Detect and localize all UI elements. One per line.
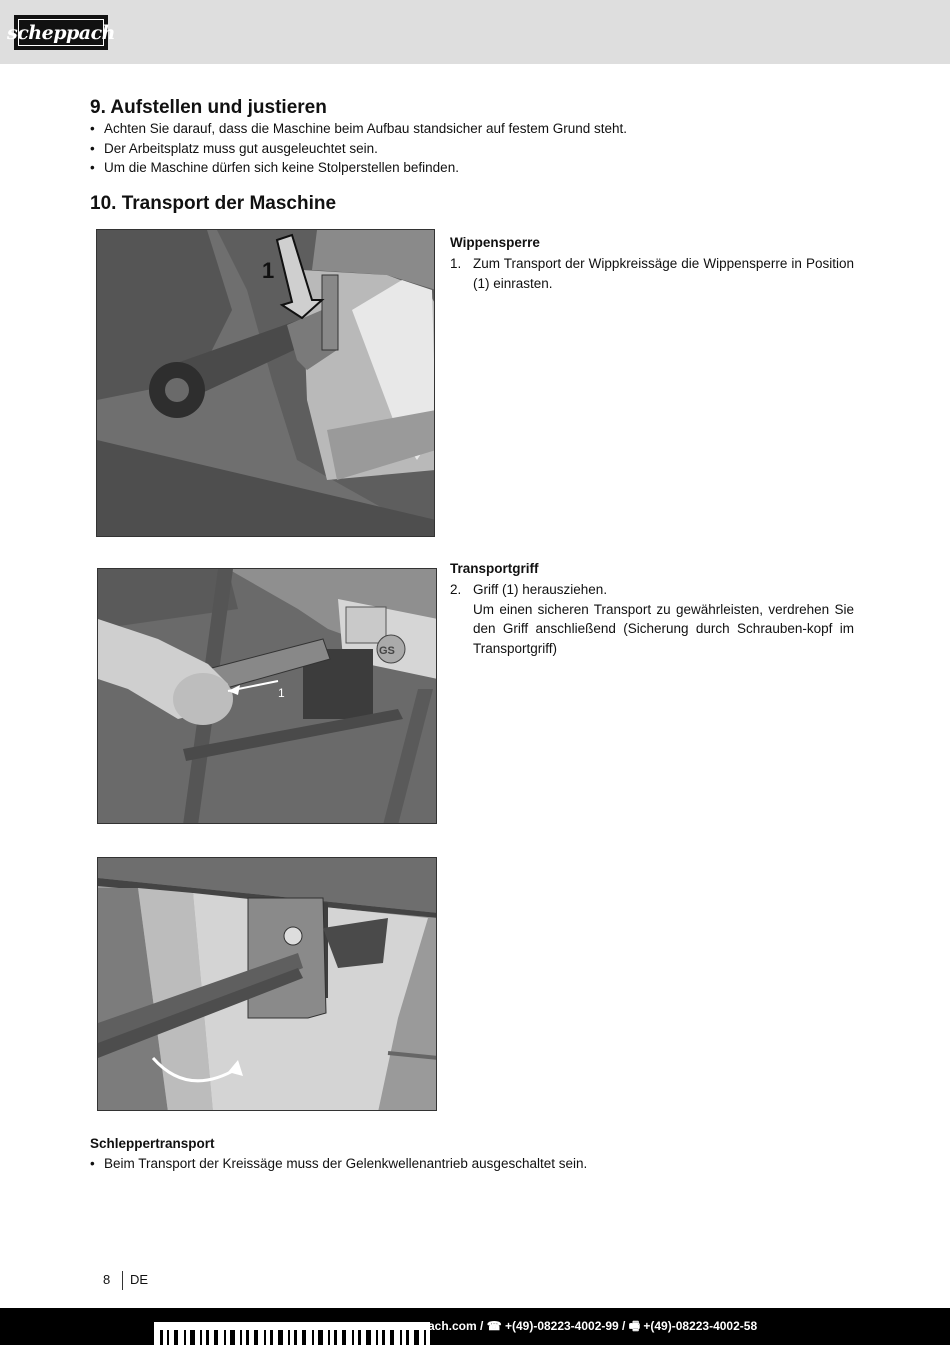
barcode-artifact [154, 1316, 442, 1345]
schleppertransport-heading: Schleppertransport [90, 1136, 215, 1151]
schleppertransport-bullets [90, 1154, 587, 1174]
photo-wippensperre [96, 229, 435, 537]
bullet-item: • Um die Maschine dürfen sich keine Stolperstellen befinden. [90, 158, 627, 178]
step-text: Zum Transport der Wippkreissäge die Wippensperre in Position (1) einrasten. [473, 256, 854, 291]
step-number: 1. [450, 256, 462, 271]
transportgriff-heading: Transportgriff [450, 561, 539, 576]
step-text-line1: Griff (1) herausziehen. [473, 582, 608, 597]
step-text-rest: Um einen sicheren Transport zu gewährleisten, verdrehen Sie den Griff anschließend (Sicherung durch Schrauben-kopf im Transportgriff) [473, 601, 854, 656]
bullet-item: • Achten Sie darauf, dass die Maschine beim Aufbau standsicher auf festem Grund steht. [90, 119, 627, 139]
page-number-divider [122, 1271, 123, 1290]
photo-label-1: 1 [278, 686, 285, 700]
photo-transportgriff [97, 568, 437, 824]
bullet-item: • Beim Transport der Kreissäge muss der Gelenkwellenantrieb ausgeschaltet sein. [90, 1154, 587, 1174]
section-9-bullets [90, 119, 627, 178]
bullet-item: • Der Arbeitsplatz muss gut ausgeleuchtet sein. [90, 139, 627, 159]
transportgriff-step [450, 580, 854, 658]
photo-schleppertransport [97, 857, 437, 1111]
section-9-title: 9. Aufstellen und justieren [90, 97, 327, 118]
wippensperre-heading: Wippensperre [450, 235, 540, 250]
photo-label-1: 1 [262, 258, 275, 283]
gs-badge: GS [379, 645, 395, 657]
wippensperre-step [450, 254, 854, 293]
step-number: 2. [450, 582, 462, 597]
footer-contact: ach.com / ☎ +(49)-08223-4002-99 / 🖷 +(49)-08223-4002-58 [428, 1319, 758, 1333]
logo-text: scheppach [18, 19, 104, 46]
scheppach-logo [7, 15, 115, 50]
section-10-title: 10. Transport der Maschine [90, 193, 337, 214]
page-number: 8 [103, 1272, 111, 1287]
page-language: DE [130, 1272, 149, 1287]
header-band [0, 0, 950, 64]
